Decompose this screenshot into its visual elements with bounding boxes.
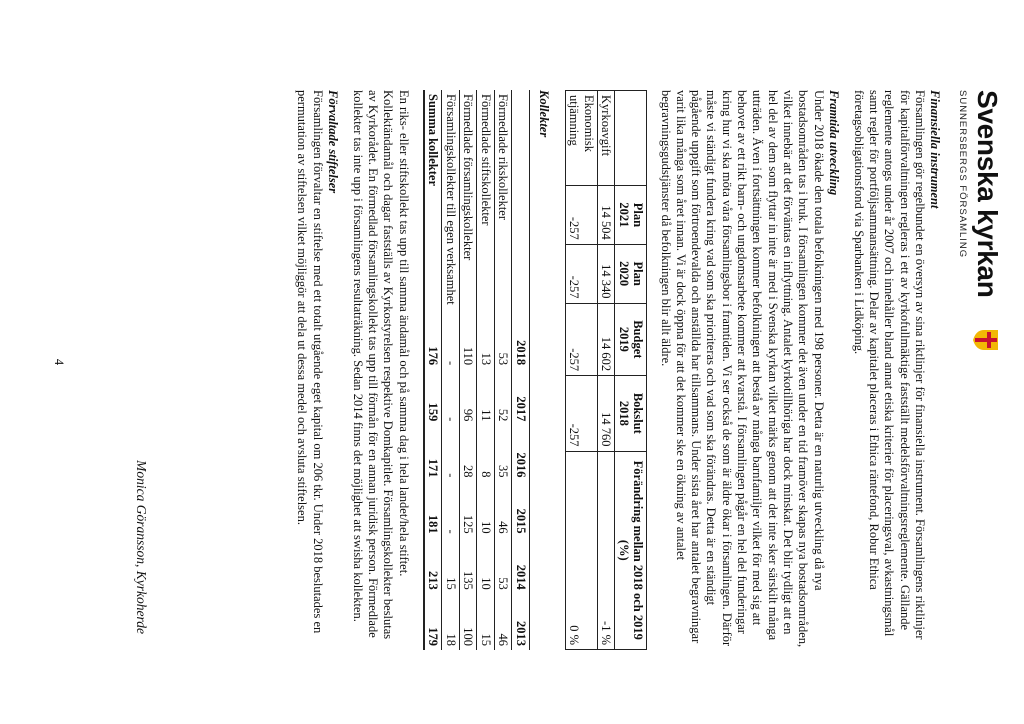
logo-subtitle: SUNNERSBERGS FÖRSAMLING	[957, 90, 968, 259]
paragraph-finansiella-instrument: Församlingen gör regelbundet en översyn av sina riktlinjer för finansiella instrument. Församlingens riktlinjer för kapitalförvaltningen regleras i ett av kyrkofullmäktige fastställt medelsförvaltningsreglemente. Gällande reglemente antogs under år 2007 och innehåller bland annat etiska kriterier för placeringsval, avkastningsmål samt regler för portföljsammansättning. Delar av kapitalet placeras i Ethica räntefond, Robur Ethica företagsobligationsfond via Sparbanken i Lidköping.	[851, 90, 927, 640]
table-cell: 11	[477, 369, 495, 425]
table-row	[597, 91, 615, 650]
table-cell: 125	[459, 481, 477, 537]
kollekter-header-cell: 2016	[512, 425, 530, 481]
table-cell: 159	[424, 369, 442, 425]
table-cell: 0 %	[565, 451, 597, 649]
table-cell: 8	[477, 425, 495, 481]
table-cell: 14 504	[597, 186, 615, 245]
kollekter-header-cell: 2018	[512, 313, 530, 369]
budget-table	[565, 90, 648, 650]
budget-header-cell: Plan 2021	[615, 186, 647, 245]
table-row	[494, 90, 512, 650]
row-label: Kyrkoavgift	[597, 91, 615, 186]
row-label: Förmedlade stiftskollekter	[477, 90, 495, 313]
table-cell: 10	[477, 538, 495, 594]
table-row	[565, 91, 597, 650]
table-cell: -	[442, 313, 460, 369]
table-cell: -	[442, 481, 460, 537]
table-cell: 15	[477, 594, 495, 650]
table-cell: -257	[565, 303, 597, 376]
table-cell: 171	[424, 425, 442, 481]
row-label: Förmedlade församlingskollekter	[459, 90, 477, 313]
table-row	[442, 90, 460, 650]
table-cell: 46	[494, 481, 512, 537]
kollekter-header-cell: 2015	[512, 481, 530, 537]
table-cell: 46	[494, 594, 512, 650]
table-cell: 52	[494, 369, 512, 425]
table-cell: 110	[459, 313, 477, 369]
table-cell: 18	[442, 594, 460, 650]
heading-forvaltade-stiftelser: Förvaltade stiftelser	[325, 90, 340, 194]
signature: Monica Göransson, Kyrkoherde	[134, 460, 149, 634]
table-cell: -1 %	[597, 451, 615, 649]
heading-finansiella-instrument: Finansiella instrument	[928, 90, 942, 209]
table-row	[477, 90, 495, 650]
budget-header-cell: Plan 2020	[615, 244, 647, 303]
row-label: Summa kollekter	[424, 90, 442, 313]
heading-framtida-utveckling: Framtida utveckling	[826, 90, 841, 196]
section-forvaltade-stiftelser	[294, 90, 340, 650]
page-number: 4	[52, 358, 66, 366]
budget-header-cell: Budget 2019	[615, 303, 647, 376]
table-cell: -257	[565, 244, 597, 303]
kollekter-header-cell: 2013	[512, 594, 530, 650]
table-cell: 53	[494, 538, 512, 594]
section-finansiella-instrument	[851, 90, 942, 650]
document-content	[284, 90, 942, 650]
row-label: Förmedlade rikskollekter	[494, 90, 512, 313]
church-cross-icon	[972, 328, 1000, 352]
budget-header-cell: Bokslut 2018	[615, 376, 647, 451]
table-cell: 10	[477, 481, 495, 537]
table-cell: -257	[565, 186, 597, 245]
table-cell: 135	[459, 538, 477, 594]
paragraph-framtida-utveckling: Under 2018 ökade den totala befolkningen med 198 personer. Detta är en naturlig utveckling då nya bostadsområden tas i bruk. I församlingen kommer det även under en tid framöver skapas nya bostadsområden, vilket innebär att det förväntas en inflyttning. Antalet kyrkotillhöriga har dock minskat. Det blir tydligt att en hel del av dem som flyttar in inte är med i Svenska kyrkan vilket märks genom att det inte sker särskilt många utträden. Även i fortsättningen kommer befolkningen att bestå av många barnfamiljer vilket för med sig att behovet av ett rikt barn- och ungdomsarbete kommer att kvarstå. I församlingen pågår en hel del funderingar kring hur vi ska möta våra församlingsbor i framtiden. Vi ser också de som är äldre ökar i församlingen. Därför måste vi ständigt fundera kring vad som ska prioriteras och vad som ska förändras. Detta är en ständigt pågående uppgift som förtroendevalda och anställda har tillsammans. Under sista året har antalet begravningar varit lika många som året innan. Vi är dock öppna för att det kommer ske en ökning av antalet begravningsgudstjänster då befolkningen blir allt äldre.	[658, 90, 826, 648]
section-kollekter	[350, 90, 551, 650]
budget-table-header-row	[615, 91, 647, 650]
table-cell: 28	[459, 425, 477, 481]
paragraph-kollekter: En riks- eller stiftskollekt tas upp till samma ändamål och på samma dag i hela landet/hela stiftet. Kollektändamål och dagar fastställs av Kyrkostyrelsen respektive Domkapitlet. Församlingskollekter beslutas av Kyrkorådet. En förmedlad församlingskollekt tas upp till förmån för en annan juridisk person. Förmedlade kollekter tas inte upp i församlingens resultaträkning. Sedan 2014 finns det möjlighet att swisha kollekten.	[350, 90, 411, 640]
table-cell: 14 760	[597, 376, 615, 451]
table-cell: 96	[459, 369, 477, 425]
table-cell: 100	[459, 594, 477, 650]
row-label: Ekonomisk utjämning	[565, 91, 597, 186]
table-cell: -	[442, 425, 460, 481]
table-cell: 176	[424, 313, 442, 369]
table-cell: 181	[424, 481, 442, 537]
kollekter-header-row	[512, 90, 530, 650]
kollekter-table	[423, 90, 530, 650]
section-framtida-utveckling	[657, 90, 840, 650]
table-cell: 14 602	[597, 303, 615, 376]
kollekter-header-cell	[512, 90, 530, 313]
budget-header-cell	[615, 91, 647, 186]
budget-header-cell: Förändring mellan 2018 och 2019 (%)	[615, 451, 647, 649]
kollekter-header-cell: 2014	[512, 538, 530, 594]
table-cell: 13	[477, 313, 495, 369]
table-cell: -257	[565, 376, 597, 451]
table-cell: 15	[442, 538, 460, 594]
table-cell: 35	[494, 425, 512, 481]
heading-kollekter: Kollekter	[536, 90, 551, 138]
kollekter-header-cell: 2017	[512, 369, 530, 425]
table-total-row	[424, 90, 442, 650]
table-cell: 53	[494, 313, 512, 369]
row-label: Församlingskollekter till egen verksamhet	[442, 90, 460, 313]
table-cell: 179	[424, 594, 442, 650]
table-cell: 14 340	[597, 244, 615, 303]
table-row	[459, 90, 477, 650]
table-cell: 213	[424, 538, 442, 594]
paragraph-forvaltade-stiftelser: Församlingen förvaltar en stiftelse med ett totalt utgående eget kapital om 206 tkr. Under 2018 beslutades en permutation av stiftelsen vilket möjliggör att dela ut dessa medel och avsluta stiftelsen.	[295, 90, 325, 634]
table-cell: -	[442, 369, 460, 425]
page-header	[955, 90, 1002, 298]
logo-text: Svenska kyrkan	[972, 90, 1003, 298]
